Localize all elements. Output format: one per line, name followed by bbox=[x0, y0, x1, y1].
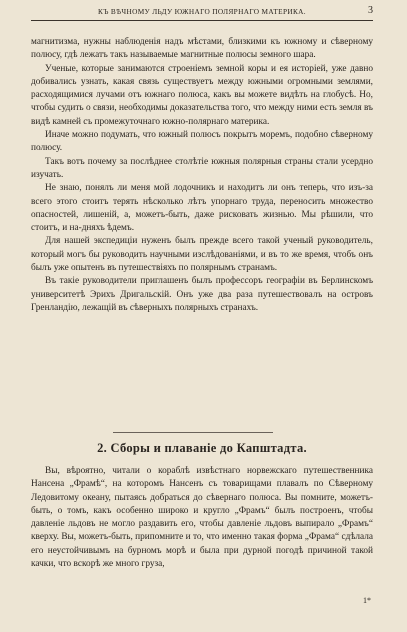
paragraph: Для нашей экспедиціи нуженъ былъ прежде всего такой ученый руководитель, который могъ бы руководить научными изслѣдованіями, и въ то же время, чтобъ онъ былъ уже опытенъ въ путешествіяхъ по полярнымъ странамъ. bbox=[31, 236, 373, 274]
paragraph: Вы, вѣроятно, читали о кораблѣ извѣстнаго норвежскаго путешественника Нансена „Фрамѣ“, на которомъ Нансенъ съ товарищами плавалъ по Сѣверному Ледовитому океану, пытаясь добраться до сѣвернаго полюса. Вы помните, можетъ-быть, о томъ, какъ особенно широко и кругло „Фрамъ“ былъ построенъ, чтобы давленіе льдовъ не могло раздавить его, чтобы давленіе льдовъ выпирало „Фрамъ“ кверху. Вы, можетъ-быть, припомните и то, что именно такая форма „Фрама“ сдѣлала его неустойчивымъ на бурномъ морѣ и была при дурной погодѣ причиной такой качки, что вскорѣ же много груза, bbox=[31, 466, 373, 570]
section-divider bbox=[113, 432, 273, 433]
main-text bbox=[31, 36, 373, 315]
header-rule bbox=[31, 20, 373, 21]
paragraph: Въ такіе руководители приглашенъ былъ профессоръ географіи въ Берлинскомъ университетѣ Эрихъ Дригальскій. Онъ уже два раза путешествовалъ на островъ Гренландію, лежащій въ сѣверныхъ полярныхъ странахъ. bbox=[31, 276, 373, 313]
paragraph: магнитизма, нужны наблюденія надъ мѣстами, близкими къ южному и сѣверному полюсу, гдѣ лежатъ такъ называемые магнитные полюсы земного шара. bbox=[31, 37, 373, 61]
paragraph: Такъ вотъ почему за послѣднее столѣтіе южныя полярныя страны стали усердно изучать. bbox=[31, 156, 373, 180]
paragraph: Ученые, которые занимаются строеніемъ земной коры и ея исторіей, уже давно добивались узнать, какая связь существуетъ между южными огромными землями, расходящимися лучами отъ южнаго полюса, какъ вы можете видѣть на глобусѣ. Но, чтобы судить о связи, необходимы доказательства того, что между ними есть земля въ видѣ камней съ промежуточнаго южно-полярнаго материка. bbox=[31, 63, 373, 127]
section-text bbox=[31, 465, 373, 571]
page-number: 3 bbox=[368, 5, 373, 16]
running-header: КЪ ВѢЧНОМУ ЛЬДУ ЮЖНАГО ПОЛЯРНАГО МАТЕРИКА. bbox=[98, 7, 306, 16]
section-heading: 2. Сборы и плаваніе до Капштадта. bbox=[97, 441, 307, 455]
signature-mark: 1* bbox=[363, 596, 371, 605]
paragraph: Иначе можно подумать, что южный полюсъ покрытъ моремъ, подобно сѣверному полюсу. bbox=[31, 130, 373, 154]
paragraph: Не знаю, понялъ ли меня мой лодочникъ и находитъ ли онъ теперь, что изъ-за всего этого стоитъ терять нѣсколько лѣтъ упорнаго труда, переносить множество опасностей, лишеній, а, можетъ-быть, даже рисковать жизнью. Мы рѣшили, что стоитъ, и на-дняхъ ѣдемъ. bbox=[31, 183, 373, 234]
